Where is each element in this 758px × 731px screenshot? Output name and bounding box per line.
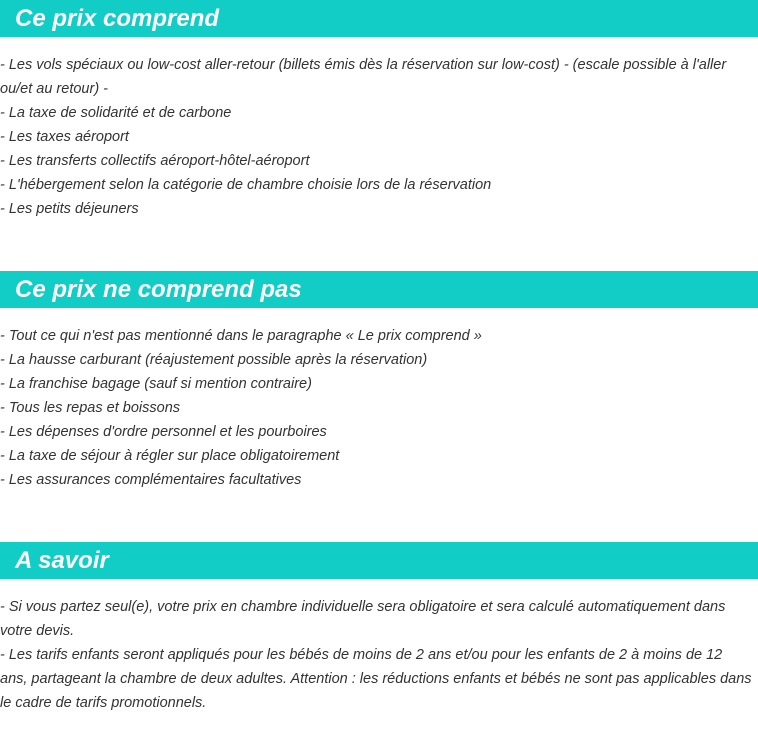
- section-body-price-excludes: [0, 324, 758, 492]
- list-item: - Les vols spéciaux ou low-cost aller-retour (billets émis dès la réservation sur low-cost) - (escale possible à l'aller ou/et au retour) -: [0, 57, 727, 97]
- list-item: - Les transferts collectifs aéroport-hôtel-aéroport: [0, 153, 310, 169]
- section-body-price-includes: [0, 53, 758, 221]
- list-item: - Les taxes aéroport: [0, 129, 129, 145]
- list-item: - Les dépenses d'ordre personnel et les pourboires: [0, 424, 327, 440]
- list-item: - La hausse carburant (réajustement possible après la réservation): [0, 352, 428, 368]
- list-item: - Tout ce qui n'est pas mentionné dans le paragraphe « Le prix comprend »: [0, 328, 482, 344]
- list-item: - La taxe de solidarité et de carbone: [0, 105, 232, 121]
- list-item: - La franchise bagage (sauf si mention contraire): [0, 376, 312, 392]
- list-item: - Les tarifs enfants seront appliqués pour les bébés de moins de 2 ans et/ou pour les enfants de 2 à moins de 12 ans, partageant la chambre de deux adultes. Attention : les réductions enfants et bébés ne sont pas applicables dans le cadre de tarifs promotionnels.: [0, 647, 752, 711]
- section-body-good-to-know: [0, 595, 758, 715]
- section-price-includes: [0, 0, 758, 221]
- list-item: - Tous les repas et boissons: [0, 400, 181, 416]
- section-title-price-excludes: Ce prix ne comprend pas: [0, 271, 758, 308]
- list-item: - Si vous partez seul(e), votre prix en chambre individuelle sera obligatoire et sera calculé automatiquement dans votre devis.: [0, 599, 726, 639]
- list-item: - L'hébergement selon la catégorie de chambre choisie lors de la réservation: [0, 177, 492, 193]
- list-item: - La taxe de séjour à régler sur place obligatoirement: [0, 448, 340, 464]
- list-item: - Les assurances complémentaires facultatives: [0, 472, 302, 488]
- section-title-good-to-know: A savoir: [0, 542, 758, 579]
- section-title-price-includes: Ce prix comprend: [0, 0, 758, 37]
- list-item: - Les petits déjeuners: [0, 201, 139, 217]
- section-good-to-know: [0, 542, 758, 715]
- section-price-excludes: [0, 271, 758, 492]
